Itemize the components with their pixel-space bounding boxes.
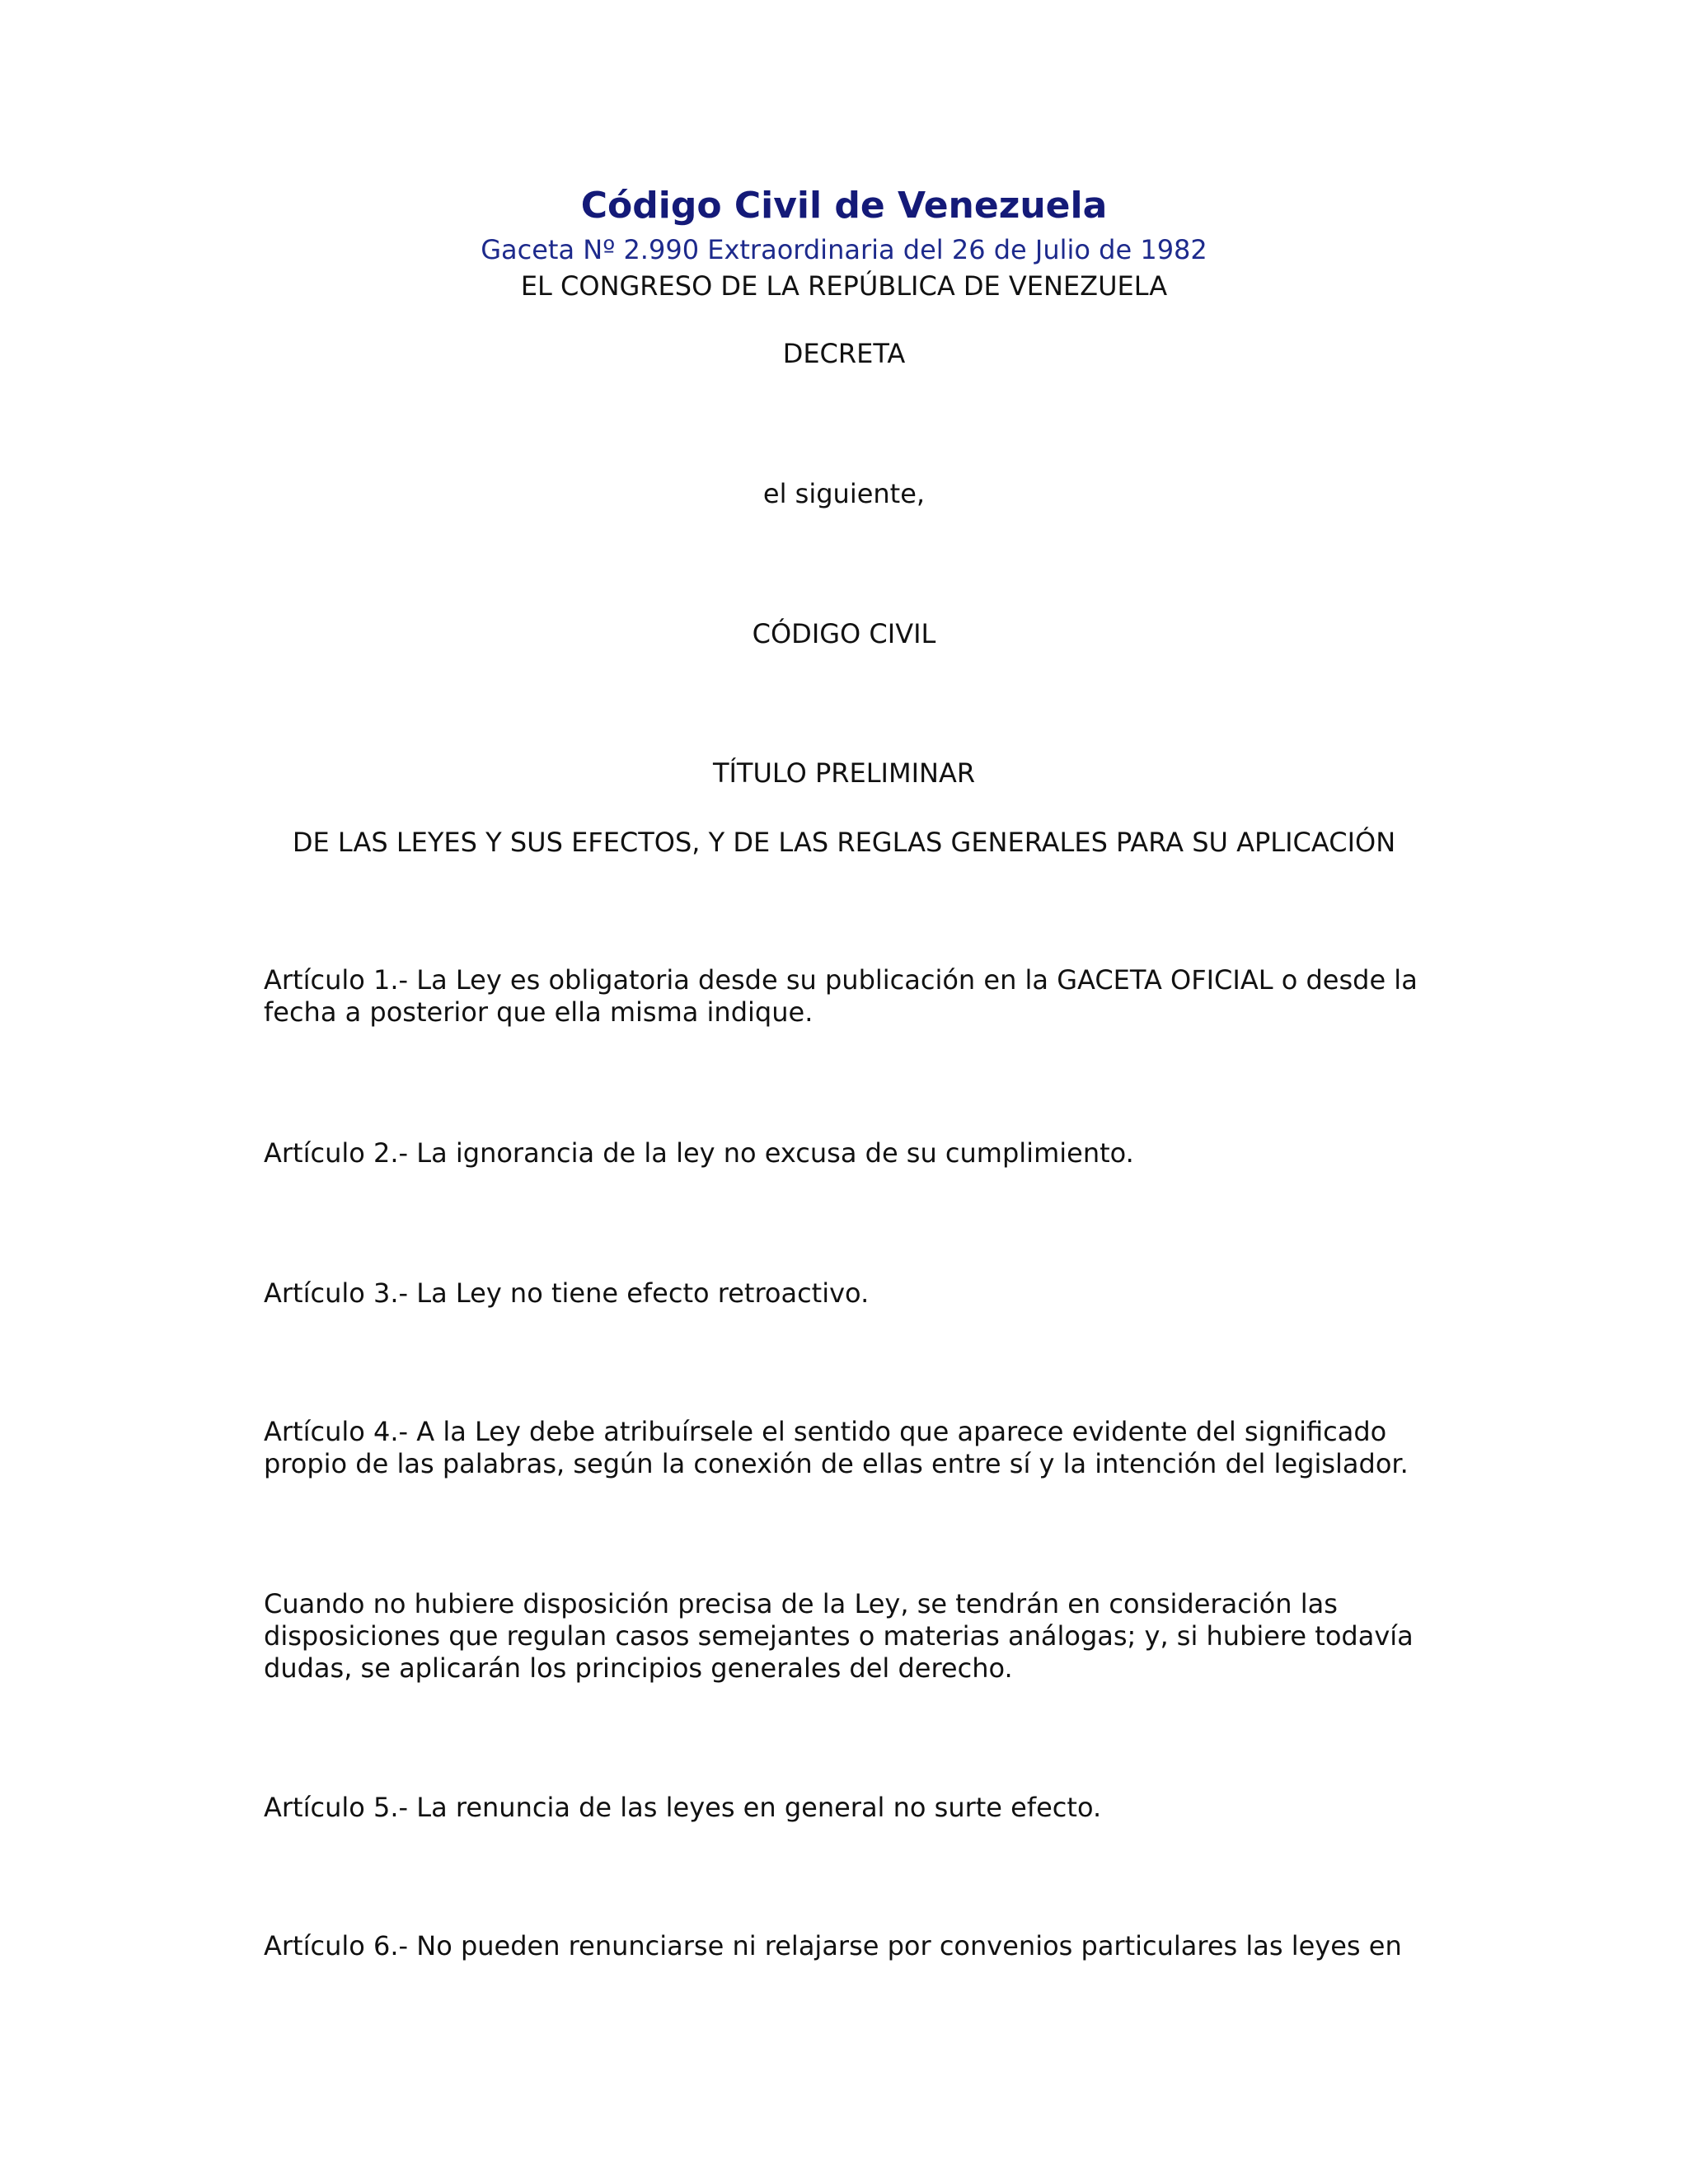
article-line: disposiciones que regulan casos semejantes o materias análogas; y, si hubiere todavía <box>264 1620 1414 1652</box>
decreta-heading: DECRETA <box>782 338 906 369</box>
article-4 <box>264 1416 1434 1480</box>
article-line: Artículo 4.- A la Ley debe atribuírsele el sentido que aparece evidente del significado <box>264 1416 1387 1447</box>
article-line: fecha a posterior que ella misma indique. <box>264 996 814 1028</box>
article-line: Cuando no hubiere disposición precisa de la Ley, se tendrán en consideración las <box>264 1588 1338 1619</box>
titulo-preliminar-heading: TÍTULO PRELIMINAR <box>712 757 976 789</box>
article-line: propio de las palabras, según la conexión de ellas entre sí y la intención del legislador. <box>264 1448 1409 1479</box>
siguiente-text: el siguiente, <box>762 478 926 509</box>
article-line: Artículo 6.- No pueden renunciarse ni relajarse por convenios particulares las leyes en <box>264 1930 1402 1961</box>
article-5 <box>264 1792 1434 1824</box>
article-line: Artículo 3.- La Ley no tiene efecto retroactivo. <box>264 1277 870 1309</box>
article-line: Artículo 5.- La renuncia de las leyes en general no surte efecto. <box>264 1792 1102 1823</box>
gazette-reference: Gaceta Nº 2.990 Extraordinaria del 26 de Julio de 1982 <box>481 234 1207 265</box>
congress-heading: EL CONGRESO DE LA REPÚBLICA DE VENEZUELA <box>520 270 1168 302</box>
article-1 <box>264 964 1434 1029</box>
title-subheading: DE LAS LEYES Y SUS EFECTOS, Y DE LAS REGLAS GENERALES PARA SU APLICACIÓN <box>292 827 1396 858</box>
article-2 <box>264 1137 1434 1169</box>
codigo-civil-heading: CÓDIGO CIVIL <box>752 618 936 649</box>
article-3 <box>264 1277 1434 1310</box>
document-title: Código Civil de Venezuela <box>580 185 1108 227</box>
article-4-paragraph <box>264 1588 1434 1685</box>
article-line: Artículo 1.- La Ley es obligatoria desde su publicación en la GACETA OFICIAL o desde la <box>264 964 1418 996</box>
article-6 <box>264 1930 1434 1962</box>
article-line: Artículo 2.- La ignorancia de la ley no excusa de su cumplimiento. <box>264 1137 1134 1169</box>
article-line: dudas, se aplicarán los principios generales del derecho. <box>264 1652 1013 1684</box>
